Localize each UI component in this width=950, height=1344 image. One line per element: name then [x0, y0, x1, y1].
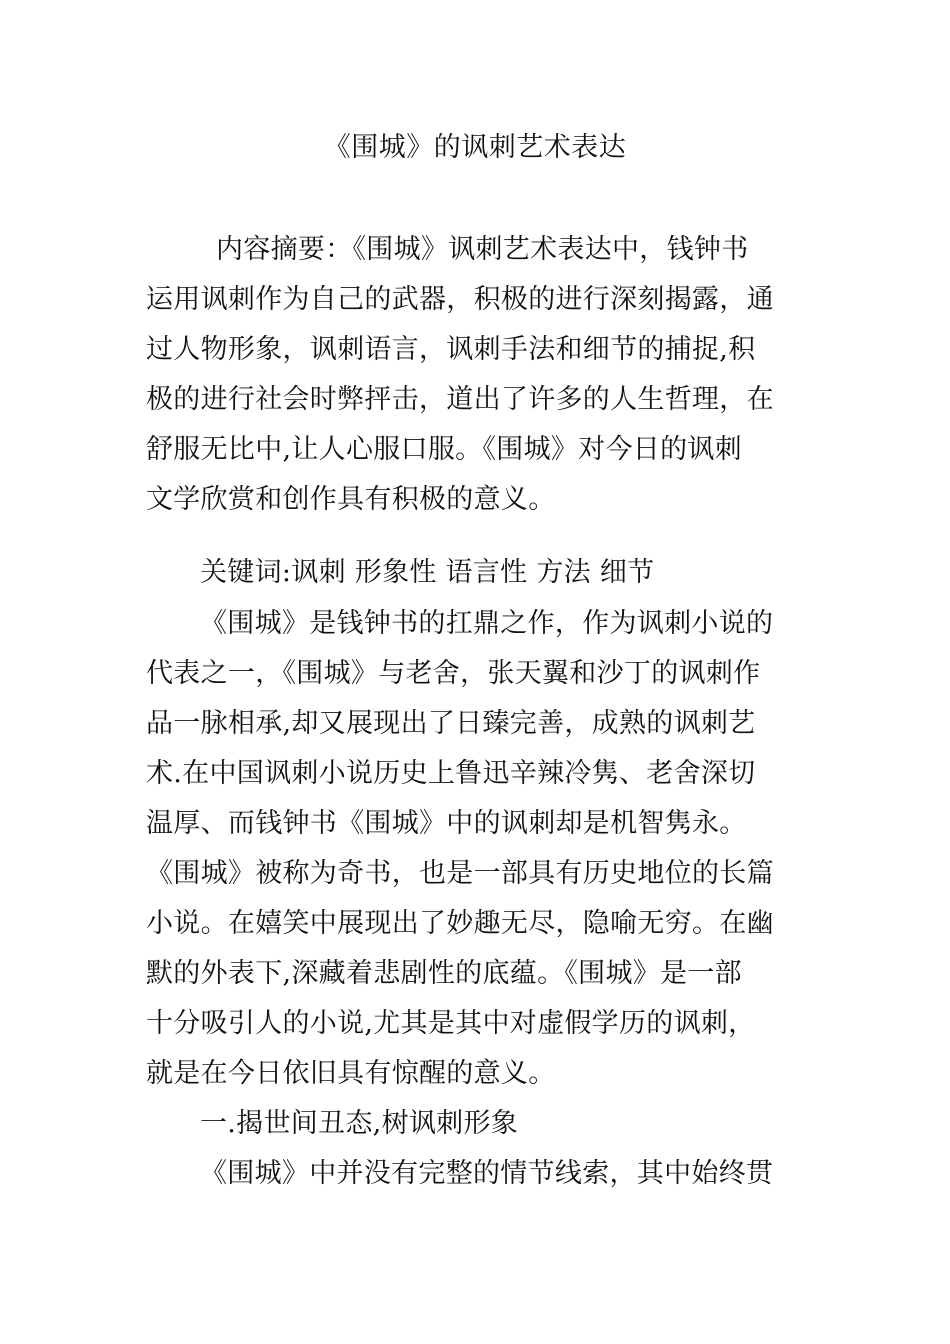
body-line: 代表之一，《围城》与老舍，张天翼和沙丁的讽刺作 [146, 658, 761, 689]
body-line: 《围城》是钱钟书的扛鼎之作，作为讽刺小说的 [200, 608, 774, 639]
keywords-line: 关键词:讽刺 形象性 语言性 方法 细节 [200, 557, 655, 588]
body-line: 默的外表下,深藏着悲剧性的底蕴。《围城》是一部 [146, 958, 742, 989]
section-heading: 一.揭世间丑态,树讽刺形象 [200, 1108, 519, 1139]
document-title: 《围城》的讽刺艺术表达 [323, 132, 627, 163]
abstract-line: 过人物形象，讽刺语言，讽刺手法和细节的捕捉,积 [146, 334, 756, 365]
body-line: 术.在中国讽刺小说历史上鲁迅辛辣冷隽、老舍深切 [146, 758, 756, 789]
body-line: 小说。在嬉笑中展现出了妙趣无尽，隐喻无穷。在幽 [146, 908, 774, 939]
abstract-line: 极的进行社会时弊抨击，道出了许多的人生哲理，在 [146, 384, 774, 415]
abstract-line: 舒服无比中,让人心服口服。《围城》对今日的讽刺 [146, 434, 742, 465]
abstract-line: 内容摘要：《围城》讽刺艺术表达中，钱钟书 [216, 234, 749, 265]
body-line: 《围城》被称为奇书，也是一部具有历史地位的长篇 [146, 858, 774, 889]
body-line: 温厚、而钱钟书《围城》中的讽刺却是机智隽永。 [146, 808, 747, 839]
abstract-line: 文学欣赏和创作具有积极的意义。 [146, 484, 556, 515]
body-line: 十分吸引人的小说,尤其是其中对虚假学历的讽刺， [146, 1008, 756, 1039]
body-line: 就是在今日依旧具有惊醒的意义。 [146, 1058, 556, 1089]
body-line: 品一脉相承,却又展现出了日臻完善，成熟的讽刺艺 [146, 708, 756, 739]
section-first-line: 《围城》中并没有完整的情节线索，其中始终贯 [200, 1158, 774, 1189]
abstract-line: 运用讽刺作为自己的武器，积极的进行深刻揭露，通 [146, 284, 774, 315]
